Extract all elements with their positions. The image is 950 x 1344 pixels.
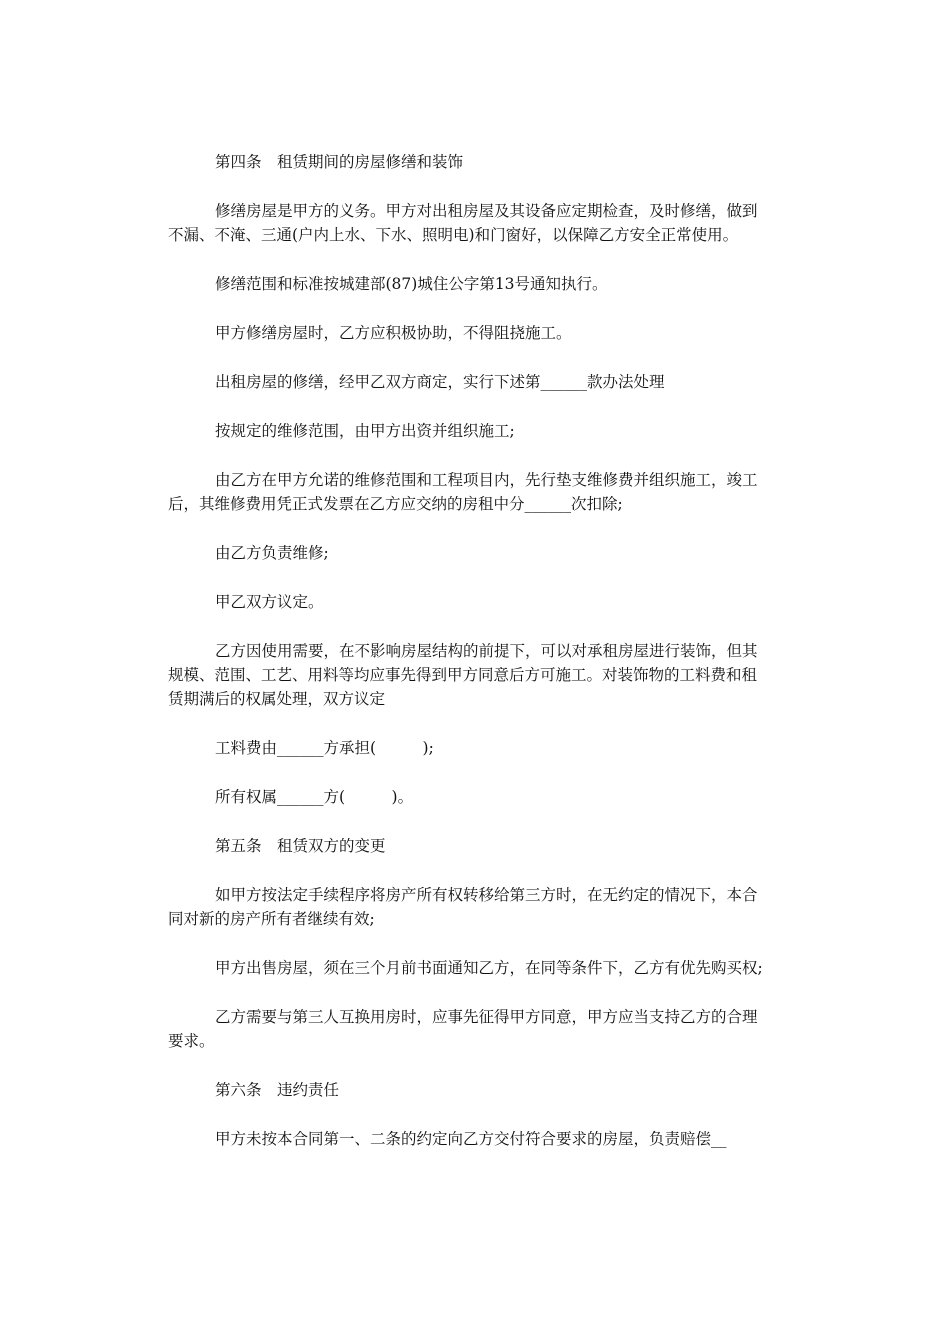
paragraph-repair-duty: 修缮房屋是甲方的义务。甲方对出租房屋及其设备应定期检查，及时修缮，做到不漏、不淹、三通(户内上水、下水、照明电)和门窗好，以保障乙方安全正常使用。 — [168, 202, 758, 244]
paragraph-repair-option-3: 由乙方负责维修; — [215, 544, 329, 562]
article-6-heading: 第六条 违约责任 — [215, 1081, 340, 1099]
paragraph-decoration-ownership: 所有权属______方( )。 — [215, 788, 414, 806]
article-5-heading: 第五条 租赁双方的变更 — [215, 837, 386, 855]
document-page — [168, 150, 772, 1176]
paragraph-sale-notice: 甲方出售房屋，须在三个月前书面通知乙方，在同等条件下，乙方有优先购买权; — [215, 959, 763, 977]
paragraph-repair-scope: 修缮范围和标准按城建部(87)城住公字第13号通知执行。 — [215, 275, 608, 293]
paragraph-ownership-transfer: 如甲方按法定手续程序将房产所有权转移给第三方时，在无约定的情况下，本合同对新的房产所有者继续有效; — [168, 886, 758, 928]
paragraph-decoration-cost: 工料费由______方承担( ); — [215, 739, 434, 757]
paragraph-exchange-housing: 乙方需要与第三人互换用房时，应事先征得甲方同意，甲方应当支持乙方的合理要求。 — [168, 1008, 758, 1050]
paragraph-repair-option-2: 由乙方在甲方允诺的维修范围和工程项目内，先行垫支维修费并组织施工，竣工后，其维修费用凭正式发票在乙方应交纳的房租中分______次扣除; — [168, 471, 758, 513]
paragraph-repair-option-1: 按规定的维修范围，由甲方出资并组织施工; — [215, 422, 515, 440]
paragraph-repair-cooperate: 甲方修缮房屋时，乙方应积极协助，不得阻挠施工。 — [215, 324, 572, 342]
paragraph-repair-method: 出租房屋的修缮，经甲乙双方商定，实行下述第______款办法处理 — [215, 373, 665, 391]
article-4-heading: 第四条 租赁期间的房屋修缮和装饰 — [215, 153, 464, 171]
paragraph-decoration: 乙方因使用需要，在不影响房屋结构的前提下，可以对承租房屋进行装饰，但其规模、范围、工艺、用料等均应事先得到甲方同意后方可施工。对装饰物的工料费和租赁期满后的权属处理，双方议定 — [168, 642, 758, 708]
paragraph-breach-compensation: 甲方未按本合同第一、二条的约定向乙方交付符合要求的房屋，负责赔偿__ — [215, 1130, 727, 1148]
paragraph-repair-option-4: 甲乙双方议定。 — [215, 593, 324, 611]
